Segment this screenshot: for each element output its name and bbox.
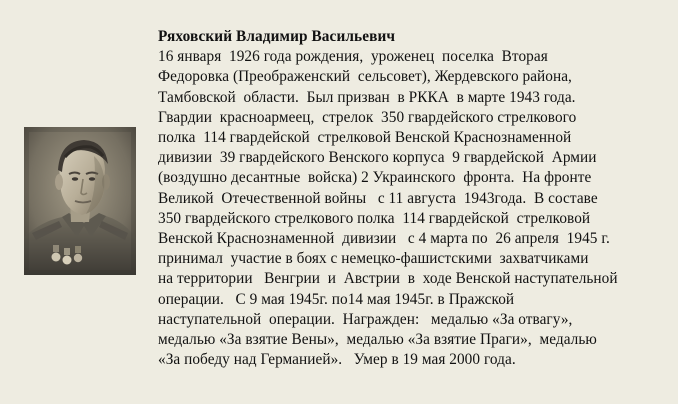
biography-line: 350 гвардейского стрелкового полка 114 гвардейской стрелковой xyxy=(158,209,591,227)
biography-line: Великой Отечественной войны с 11 августа 1943года. В составе xyxy=(158,189,598,207)
biography-line: операции. С 9 мая 1945г. по14 мая 1945г. в Пражской xyxy=(158,290,515,308)
portrait-photo xyxy=(24,127,136,275)
biography-line: принимал участие в боях с немецко-фашистскими захватчиками xyxy=(158,250,589,268)
biography-line: «За победу над Германией». Умер в 19 мая 2000 года. xyxy=(158,351,516,369)
biography-line: (воздушно десантные войска) 2 Украинского фронта. На фронте xyxy=(158,169,592,187)
biography-text-block xyxy=(158,27,668,370)
biography-line: медалью «За взятие Вены», медалью «За взятие Праги», медалью xyxy=(158,331,597,349)
person-name: Ряховский Владимир Васильевич xyxy=(158,28,396,45)
biography-line: Гвардии красноармеец, стрелок 350 гвардейского стрелкового xyxy=(158,108,577,126)
biography-line: наступательной операции. Награжден: медалью «За отвагу», xyxy=(158,310,573,328)
biography-line: Тамбовской области. Был призван в РККА в марте 1943 года. xyxy=(158,88,576,106)
soldier-portrait-image xyxy=(24,127,136,275)
biography-line: Федоровка (Преображенский сельсовет), Жердевского района, xyxy=(158,68,572,86)
biography-line: полка 114 гвардейской стрелковой Венской Краснознаменной xyxy=(158,129,572,147)
biography-line: Венской Краснознаменной дивизии с 4 марта по 26 апреля 1945 г. xyxy=(158,230,610,248)
biography-line: на территории Венгрии и Австрии в ходе Венской наступательной xyxy=(158,270,618,288)
biography-line: дивизии 39 гвардейского Венского корпуса 9 гвардейской Армии xyxy=(158,149,597,167)
biography-line: 16 января 1926 года рождения, уроженец поселка Вторая xyxy=(158,48,548,66)
